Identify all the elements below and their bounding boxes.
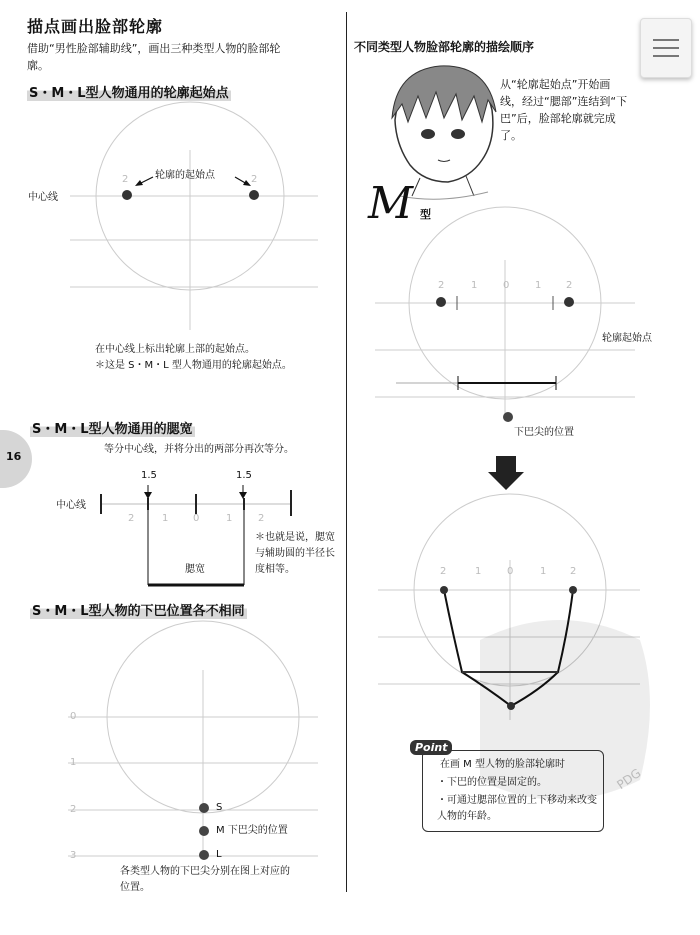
label-m: M 下巴尖的位置: [216, 825, 288, 836]
sec2-note: ＊也就是说，腮宽与辅助圆的半径长度相等。: [255, 532, 335, 575]
sec2-desc: 等分中心线，并将分出的两部分再次等分。: [104, 444, 294, 455]
value-1-5-left: 1.5: [141, 470, 157, 481]
lower-tick: 2: [440, 566, 447, 577]
label-chin-position: 下巴尖的位置: [514, 427, 574, 438]
lower-tick: 1: [475, 566, 482, 577]
row-tick: 3: [70, 850, 77, 861]
sec2-center-label: 中心线: [56, 500, 86, 511]
label-center-line: 中心线: [28, 192, 58, 203]
right-title: 不同类型人物脸部轮廓的描绘顺序: [354, 40, 535, 54]
point-line-2: ・下巴的位置是固定的。: [437, 777, 547, 788]
sec2-tick: 1: [226, 513, 233, 524]
tick-2-right: 2: [251, 174, 258, 185]
lower-tick: 0: [507, 566, 514, 577]
section3-heading: S・M・L型人物的下巴位置各不相同: [30, 600, 247, 619]
label-l: L: [216, 849, 222, 860]
label-s: S: [216, 802, 223, 813]
sec2-tick: 2: [258, 513, 265, 524]
label-cheek-width: 腮宽: [185, 564, 205, 575]
row-tick: 2: [70, 804, 77, 815]
sec1-caption-1: 在中心线上标出轮廓上部的起始点。: [95, 344, 255, 355]
right-tick: 1: [535, 280, 542, 291]
point-line-1: 在画 M 型人物的脸部轮廓时: [440, 759, 565, 770]
row-tick: 0: [70, 711, 77, 722]
page-number: 16: [6, 450, 22, 463]
sec2-tick: 0: [193, 513, 200, 524]
section1-heading: S・M・L型人物通用的轮廓起始点: [27, 82, 231, 101]
label-start-point: 轮廓的起始点: [155, 170, 215, 181]
tick-2-left: 2: [122, 174, 129, 185]
label-contour-start: 轮廓起始点: [602, 333, 652, 344]
right-tick: 0: [503, 280, 510, 291]
right-tick: 2: [566, 280, 573, 291]
section2-heading: S・M・L型人物通用的腮宽: [30, 418, 195, 437]
arrow-down-icon: [488, 456, 524, 490]
watermark-text: PDG: [614, 765, 644, 793]
type-m-letter: M: [368, 178, 414, 229]
lower-tick: 2: [570, 566, 577, 577]
lower-tick: 1: [540, 566, 547, 577]
right-desc: 从“轮廓起始点”开始画线，经过“腮部”连结到“下巴”后，脸部轮廓就完成了。: [500, 78, 628, 142]
sec3-caption: 各类型人物的下巴尖分别在图上对应的位置。: [120, 866, 290, 893]
sec1-caption-2: ＊这是 S・M・L 型人物通用的轮廓起始点。: [95, 360, 292, 371]
page-title: 描点画出脸部轮廓: [27, 17, 164, 36]
type-suffix: 型: [420, 208, 431, 221]
right-tick: 1: [471, 280, 478, 291]
point-tag: Point: [410, 740, 452, 755]
row-tick: 1: [70, 757, 77, 768]
intro-text: 借助“男性脸部辅助线”，画出三种类型人物的脸部轮廓。: [27, 42, 281, 72]
sec2-tick: 2: [128, 513, 135, 524]
sec2-tick: 1: [162, 513, 169, 524]
point-line-3: ・可通过腮部位置的上下移动来改变人物的年龄。: [437, 795, 597, 822]
value-1-5-right: 1.5: [236, 470, 252, 481]
right-tick: 2: [438, 280, 445, 291]
